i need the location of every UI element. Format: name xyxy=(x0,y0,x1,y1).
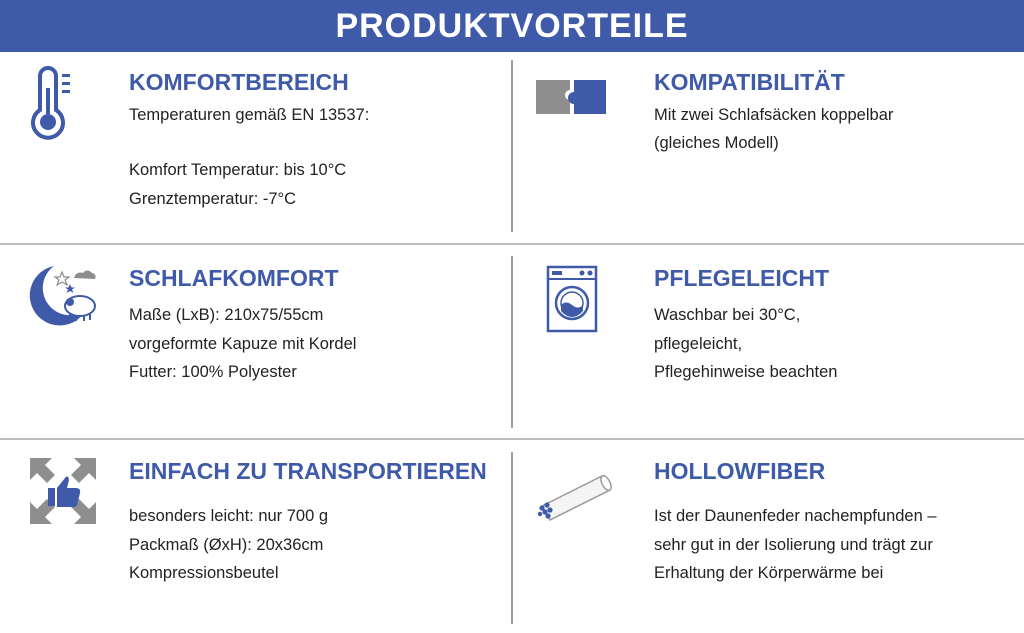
puzzle-icon xyxy=(536,76,608,118)
feature-text: Mit zwei Schlafsäcken koppelbar xyxy=(654,106,894,124)
header-banner xyxy=(0,0,1024,52)
column-divider xyxy=(511,60,513,232)
moon-sheep-icon xyxy=(24,262,100,330)
feature-text: (gleiches Modell) xyxy=(654,134,779,152)
thermometer-icon xyxy=(28,66,76,140)
column-divider xyxy=(511,256,513,428)
feature-text: Grenztemperatur: -7°C xyxy=(129,190,297,208)
feature-title: KOMFORTBEREICH xyxy=(129,69,349,95)
row-divider xyxy=(0,243,1024,245)
washing-machine-icon xyxy=(546,265,598,333)
feature-title: EINFACH ZU TRANSPORTIEREN xyxy=(129,458,487,484)
page-title: PRODUKTVORTEILE xyxy=(335,6,689,45)
column-divider xyxy=(511,452,513,624)
feature-text: Temperaturen gemäß EN 13537: xyxy=(129,106,370,124)
feature-text: Packmaß (ØxH): 20x36cm xyxy=(129,536,324,554)
feature-title: KOMPATIBILITÄT xyxy=(654,69,845,95)
feature-text: pflegeleicht, xyxy=(654,335,743,353)
feature-text: Ist der Daunenfeder nachempfunden – xyxy=(654,507,937,525)
feature-text: besonders leicht: nur 700 g xyxy=(129,507,329,525)
feature-title: SCHLAFKOMFORT xyxy=(129,265,339,291)
feature-text: Kompressionsbeutel xyxy=(129,564,279,582)
feature-text: vorgeformte Kapuze mit Kordel xyxy=(129,335,357,353)
feature-text: sehr gut in der Isolierung und trägt zur xyxy=(654,536,933,554)
feature-title: PFLEGELEICHT xyxy=(654,265,830,291)
feature-text: Erhaltung der Körperwärme bei xyxy=(654,564,884,582)
feature-text: Futter: 100% Polyester xyxy=(129,363,297,381)
hollowfiber-icon xyxy=(536,470,616,522)
feature-text: Komfort Temperatur: bis 10°C xyxy=(129,161,347,179)
row-divider xyxy=(0,438,1024,440)
feature-text: Waschbar bei 30°C, xyxy=(654,306,801,324)
feature-text: Pflegehinweise beachten xyxy=(654,363,838,381)
feature-text: Maße (LxB): 210x75/55cm xyxy=(129,306,324,324)
thumbs-up-arrows-icon xyxy=(28,456,98,526)
feature-title: HOLLOWFIBER xyxy=(654,458,826,484)
